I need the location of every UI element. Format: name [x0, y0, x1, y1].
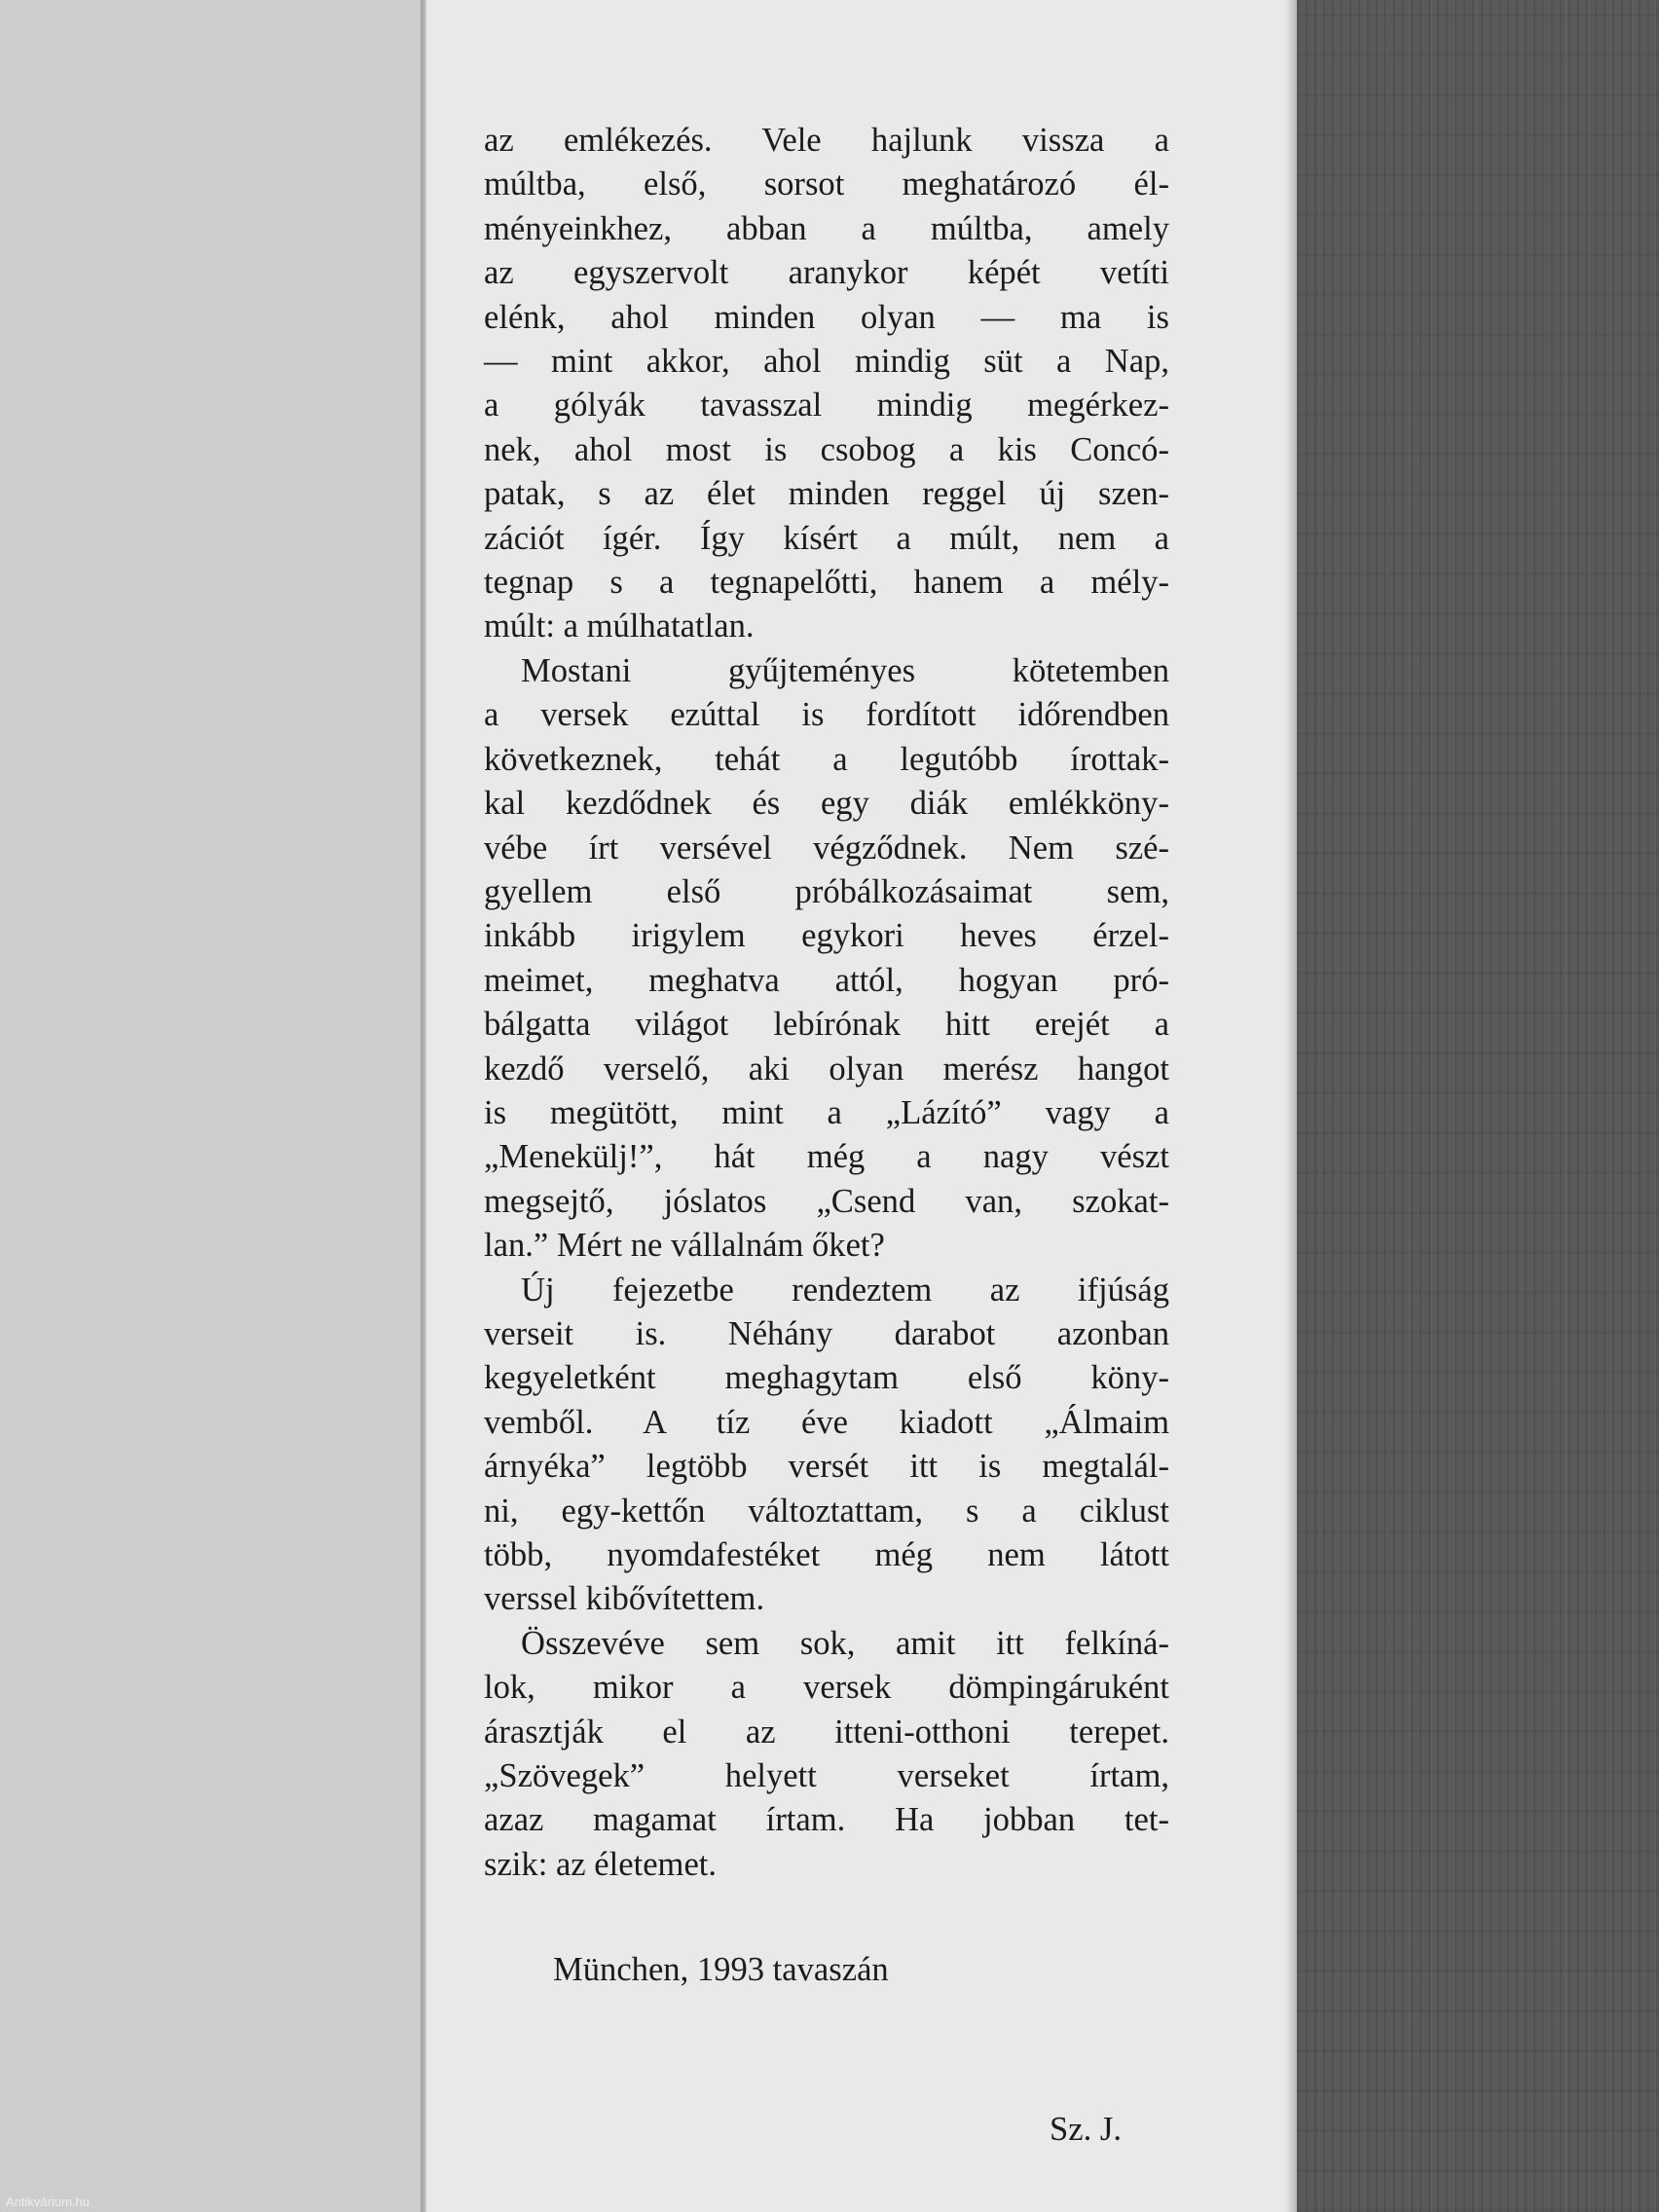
text-line: meimet, meghatva attól, hogyan pró- [484, 961, 1169, 999]
text-line: is megütött, mint a „Lázító” vagy a [484, 1093, 1169, 1131]
text-line: árnyéka” legtöbb versét itt is megtalál- [484, 1448, 1169, 1486]
watermark: Antikvárium.hu [6, 2194, 90, 2209]
text-line: megsejtő, jóslatos „Csend van, szokat- [484, 1182, 1169, 1220]
page-text [484, 119, 1169, 1887]
text-line: kezdő verselő, aki olyan merész hangot [484, 1050, 1169, 1088]
text-line: kegyeletként meghagytam első köny- [484, 1359, 1169, 1397]
paragraph-1 [484, 119, 1169, 649]
text-line: Mostani gyűjteményes kötetemben [521, 651, 1169, 689]
place-and-date: München, 1993 tavaszán [553, 1951, 889, 1988]
text-line: vébe írt versével végződnek. Nem szé- [484, 829, 1169, 866]
text-line: árasztják el az itteni-otthoni terepet. [484, 1713, 1169, 1751]
text-line: a gólyák tavasszal mindig megérkez- [484, 387, 1169, 424]
text-line: vemből. A tíz éve kiadott „Álmaim [484, 1403, 1169, 1441]
paragraph-4 [484, 1622, 1169, 1887]
text-line: szik: az életemet. [484, 1845, 718, 1883]
text-line: nek, ahol most is csobog a kis Concó- [484, 430, 1169, 468]
page-edge-shadow [1285, 0, 1297, 2212]
author-initials: Sz. J. [1050, 2111, 1122, 2148]
text-line: patak, s az élet minden reggel új szen- [484, 475, 1169, 513]
text-line: következnek, tehát a legutóbb írottak- [484, 740, 1169, 778]
text-line: kal kezdődnek és egy diák emlékköny- [484, 785, 1169, 823]
text-line: Összevéve sem sok, amit itt felkíná- [521, 1624, 1169, 1662]
text-line: „Menekülj!”, hát még a nagy vészt [484, 1138, 1169, 1176]
text-line: múltba, első, sorsot meghatározó él- [484, 166, 1169, 203]
text-line: múlt: a múlhatatlan. [484, 608, 755, 645]
text-line: inkább irigylem egykori heves érzel- [484, 917, 1169, 955]
text-line: bálgatta világot lebírónak hitt erejét a [484, 1006, 1169, 1044]
text-line: lan.” Mért ne vállalnám őket? [484, 1227, 885, 1265]
paragraph-2 [484, 649, 1169, 1269]
text-line: az emlékezés. Vele hajlunk vissza a [484, 122, 1169, 159]
text-line: elénk, ahol minden olyan — ma is [484, 298, 1169, 336]
text-line: zációt ígér. Így kísért a múlt, nem a [484, 519, 1169, 557]
background-surface [1297, 0, 1659, 2212]
text-line: verssel kibővítettem. [484, 1580, 765, 1618]
text-line: a versek ezúttal is fordított időrendben [484, 696, 1169, 734]
facing-page [0, 0, 421, 2212]
text-line: azaz magamat írtam. Ha jobban tet- [484, 1801, 1169, 1839]
text-line: ni, egy-kettőn változtattam, s a ciklust [484, 1492, 1169, 1530]
text-line: lok, mikor a versek dömpingáruként [484, 1669, 1169, 1707]
text-line: gyellem első próbálkozásaimat sem, [484, 872, 1169, 910]
text-line: „Szövegek” helyett verseket írtam, [484, 1757, 1169, 1795]
text-line: tegnap s a tegnapelőtti, hanem a mély- [484, 564, 1169, 602]
paragraph-3 [484, 1269, 1169, 1622]
text-line: több, nyomdafestéket még nem látott [484, 1536, 1169, 1573]
text-line: ményeinkhez, abban a múltba, amely [484, 209, 1169, 247]
text-line: az egyszervolt aranykor képét vetíti [484, 254, 1169, 292]
text-line: verseit is. Néhány darabot azonban [484, 1314, 1169, 1352]
text-line: — mint akkor, ahol mindig süt a Nap, [484, 343, 1169, 381]
text-line: Új fejezetbe rendeztem az ifjúság [521, 1271, 1169, 1309]
